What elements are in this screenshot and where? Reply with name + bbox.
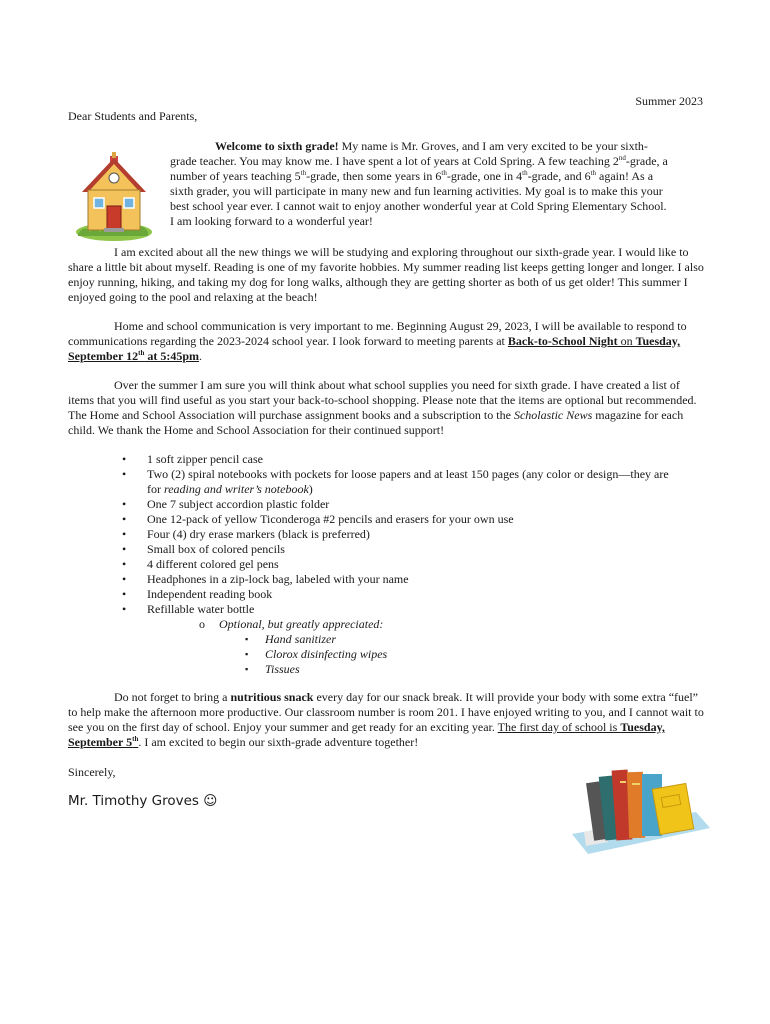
optional-items <box>219 632 680 677</box>
bullet: • <box>122 467 127 481</box>
nutritious-snack: nutritious snack <box>230 690 314 704</box>
first-day-text: The first day of school is <box>497 720 621 734</box>
about-me-text: I am excited about all the new things we will be studying and exploring throughout our sixth-grade year. I would like to share a little bit about myself. Reading is one of my favorite hobbies. My summer reading list keeps getting longer and longer. I also enjoy running, hiking, and taking my dog for long walks, although they are getting shorter as both of us get older! This summer I enjoyed going to the pool and relaxing at the beach! <box>68 245 704 304</box>
supplies-text: magazine for each child. We thank the Home and School Association for their continued support! <box>68 408 684 437</box>
list-item <box>120 542 680 557</box>
sup: th <box>132 735 139 743</box>
sup: th <box>441 169 447 177</box>
intro-paragraph <box>170 139 670 229</box>
square-bullet: ▪ <box>245 634 249 644</box>
list-item <box>245 647 680 662</box>
snack-paragraph <box>68 690 704 750</box>
list-item-text: One 12-pack of yellow Ticonderoga #2 pencils and erasers for your own use <box>147 512 514 526</box>
list-item-text: Tissues <box>265 662 300 676</box>
list-item-text: Headphones in a zip-lock bag, labeled with your name <box>147 572 409 586</box>
communication-paragraph <box>68 319 704 364</box>
sup: nd <box>618 154 626 162</box>
list-item-text: ) <box>308 482 313 496</box>
bullet: • <box>122 587 127 601</box>
intro-text: -grade, and 6 <box>527 169 591 183</box>
list-item-text: One 7 subject accordion plastic folder <box>147 497 330 511</box>
supply-list <box>120 452 680 677</box>
list-item <box>245 662 680 677</box>
list-item-text: Independent reading book <box>147 587 273 601</box>
schoolhouse-icon <box>74 150 154 242</box>
optional-label: Optional, but greatly appreciated: <box>219 617 384 631</box>
list-item <box>120 557 680 572</box>
bullet: • <box>122 527 127 541</box>
list-item-text: Clorox disinfecting wipes <box>265 647 388 661</box>
optional-list <box>147 617 680 677</box>
bullet: • <box>122 452 127 466</box>
list-item <box>245 632 680 647</box>
bts-time-text: at 5:45pm <box>144 349 200 363</box>
communication-text: . <box>199 349 203 363</box>
letter-date: Summer 2023 <box>635 94 703 108</box>
list-item-text: Small box of colored pencils <box>147 542 285 556</box>
about-me-paragraph <box>68 245 704 305</box>
snack-text: Do not forget to bring a <box>114 690 231 704</box>
sup: th <box>138 349 145 357</box>
list-item <box>120 452 680 467</box>
list-item <box>120 527 680 542</box>
welcome-text: Welcome to sixth grade! <box>215 139 339 153</box>
bullet: • <box>122 572 127 586</box>
list-item-text: Hand sanitizer <box>265 632 337 646</box>
books-icon <box>566 762 712 854</box>
list-item <box>120 467 680 497</box>
bullet: • <box>122 512 127 526</box>
intro-text: again! As a sixth grader, you will participate in many new and fun learning activities. My goal is to make this your best school year ever. I cannot wait to enjoy another wonderful year at Cold Spring Elementary School. I am looking forward to a wonderful year! <box>170 169 667 228</box>
list-item <box>120 497 680 512</box>
square-bullet: ▪ <box>245 649 249 659</box>
intro-text: -grade, one in 4 <box>446 169 523 183</box>
sup: th <box>590 169 597 177</box>
supplies-paragraph <box>68 378 704 438</box>
optional-label-item <box>199 617 680 677</box>
back-to-school-night: Back-to-School Night <box>507 334 618 348</box>
greeting: Dear Students and Parents, <box>68 109 198 123</box>
bts-date-text: Tuesday, September 12 <box>68 334 681 363</box>
communication-text: on <box>617 334 636 348</box>
first-day-date-text: Tuesday, September 5 <box>68 720 665 749</box>
intro-text: -grade, then some years in 6 <box>306 169 442 183</box>
bullet: • <box>122 542 127 556</box>
list-item <box>120 587 680 602</box>
list-item-text: reading and writer’s notebook <box>164 482 309 496</box>
sup: th <box>522 169 528 177</box>
bullet: • <box>122 557 127 571</box>
bullet: • <box>122 497 127 511</box>
signature: Mr. Timothy Groves ☺ <box>68 793 218 809</box>
list-item-text: 4 different colored gel pens <box>147 557 279 571</box>
supplies-text: Over the summer I am sure you will think about what school supplies you need for sixth grade. I have created a list of items that you will find useful as you start your back-to-school shopping. Please note that the items are optional but recommended. The Home and School Association will purchase assignment books and a subscription to the <box>68 378 697 422</box>
magazine-title: Scholastic News <box>513 408 593 422</box>
intro-text: -grade, a number of years teaching 5 <box>170 154 668 183</box>
list-item-text: 1 soft zipper pencil case <box>147 452 263 466</box>
snack-text: . I am excited to begin our sixth-grade adventure together! <box>138 735 419 749</box>
bullet: • <box>122 602 127 616</box>
list-item <box>120 512 680 527</box>
communication-text: Home and school communication is very important to me. Beginning August 29, 2023, I will be available to respond to communications regarding the 2023-2024 school year. I look forward to meeting parents at <box>68 319 687 348</box>
list-item <box>120 572 680 587</box>
square-bullet: ▪ <box>245 664 249 674</box>
snack-text: every day for our snack break. It will provide your body with some extra “fuel” to help make the afternoon more productive. Our classroom number is room 201. I have enjoyed writing to you, and I cannot wait to see you on the first day of school. Enjoy your summer and get ready for an exciting year. <box>68 690 704 734</box>
list-item-text: Two (2) spiral notebooks with pockets for loose papers and at least 150 pages (any color or design—they are for <box>147 467 669 496</box>
list-item <box>120 602 680 677</box>
sub-bullet: o <box>199 617 205 631</box>
list-item-text: Four (4) dry erase markers (black is preferred) <box>147 527 370 541</box>
list-item-text: Refillable water bottle <box>147 602 255 616</box>
closing: Sincerely, <box>68 765 116 779</box>
intro-text: My name is Mr. Groves, and I am very excited to be your sixth-grade teacher. You may know me. I have spent a lot of years at Cold Spring. A few teaching 2 <box>170 139 648 168</box>
sup: th <box>300 169 307 177</box>
